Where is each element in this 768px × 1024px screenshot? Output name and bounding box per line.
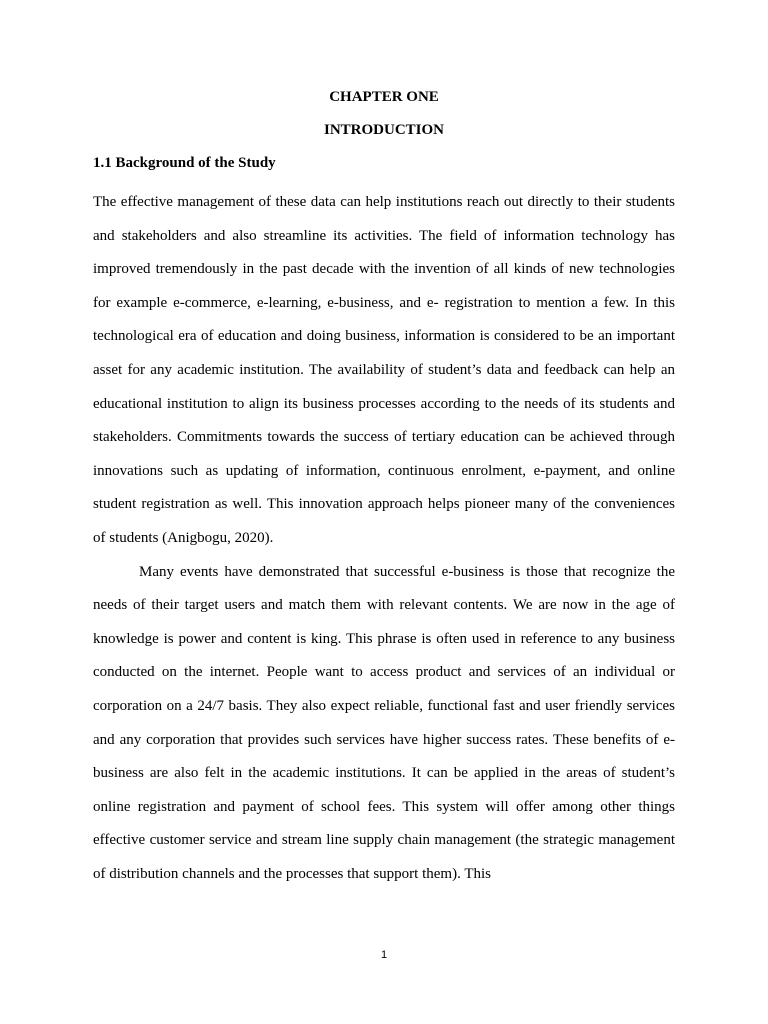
body-text xyxy=(93,186,675,891)
chapter-title: CHAPTER ONE xyxy=(329,89,439,105)
intro-title: INTRODUCTION xyxy=(323,122,444,138)
paragraph-1: The effective management of these data can help institutions reach out directly to their students and stakeholders and also streamline its activities. The field of information technology has improved tremendously in the past decade with the invention of all kinds of new technologies for example e-commerce, e-learning, e-business, and e- registration to mention a few. In this technological era of education and doing business, information is considered to be an important asset for any academic institution. The availability of student’s data and feedback can help an educational institution to align its business processes according to the needs of its students and stakeholders. Commitments towards the success of tertiary education can be achieved through innovations such as updating of information, continuous enrolment, e-payment, and online student registration as well. This innovation approach helps pioneer many of the conveniences of students (Anigbogu, 2020). xyxy=(93,194,675,546)
section-heading: 1.1 Background of the Study xyxy=(93,155,276,171)
paragraph-2: Many events have demonstrated that successful e-business is those that recognize the needs of their target users and match them with relevant contents. We are now in the age of knowledge is power and content is king. This phrase is often used in reference to any business conducted on the internet. People want to access product and services of an individual or corporation on a 24/7 basis. They also expect reliable, functional fast and user friendly services and any corporation that provides such services have higher success rates. These benefits of e-business are also felt in the academic institutions. It can be applied in the areas of student’s online registration and payment of school fees. This system will offer among other things effective customer service and stream line supply chain management (the strategic management of distribution channels and the processes that support them). This xyxy=(93,563,675,882)
page-number: 1 xyxy=(380,949,388,961)
